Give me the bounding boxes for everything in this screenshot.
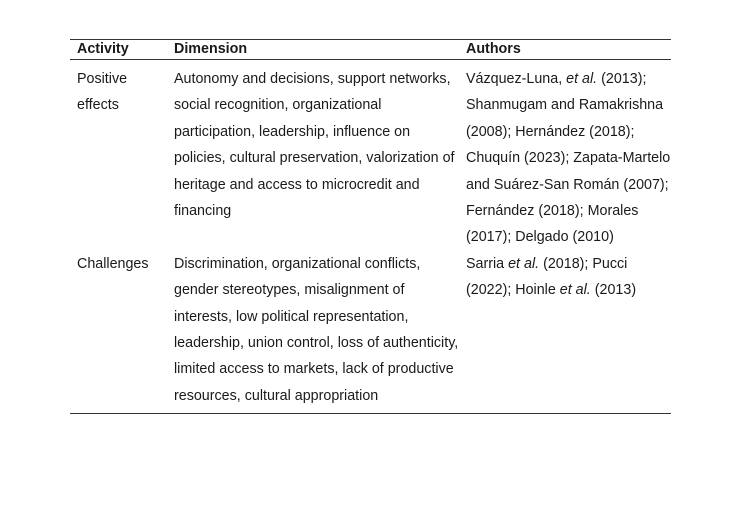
authors-part: (2013); Shanmugam and Ramakrishna (2008); Hernández (2018); Chuquín (2023); Zapata-Martelo and Suárez-San Román (2007); Fernández (2018); Morales (2017); Delgado (2010) <box>466 71 671 246</box>
header-authors: Authors <box>466 41 521 57</box>
authors-part: Sarria <box>466 255 509 272</box>
cell-authors <box>459 251 671 414</box>
authors-part-italic: et al. <box>508 255 540 272</box>
header-dimension: Dimension <box>174 41 248 57</box>
authors-part: (2013) <box>590 282 637 299</box>
authors-part-italic: et al. <box>566 71 598 87</box>
table-header-row <box>70 40 671 60</box>
literature-table <box>70 39 671 414</box>
table-row-challenges <box>70 251 671 414</box>
cell-dimension: Autonomy and decisions, support networks, social recognition, organizational participation, leadership, influence on policies, cultural preservation, valorization of heritage and access to microcredit and financing <box>174 71 455 220</box>
cell-activity: Positive effects <box>77 71 128 114</box>
cell-activity: Challenges <box>77 255 149 272</box>
table-row-positive-effects <box>70 60 671 251</box>
authors-part: Vázquez-Luna, <box>466 71 567 87</box>
authors-part-italic: et al. <box>559 282 591 299</box>
literature-table-container <box>70 39 671 414</box>
cell-dimension: Discrimination, organizational conflicts, gender stereotypes, misalignment of interests, low political representation, leadership, union control, loss of authenticity, limited access to markets, lack of productive resources, cultural appropriation <box>174 255 459 404</box>
authors-part: (2018); Pucci (2022); Hoinle <box>466 255 628 299</box>
header-activity: Activity <box>77 41 129 57</box>
cell-authors <box>459 60 671 251</box>
